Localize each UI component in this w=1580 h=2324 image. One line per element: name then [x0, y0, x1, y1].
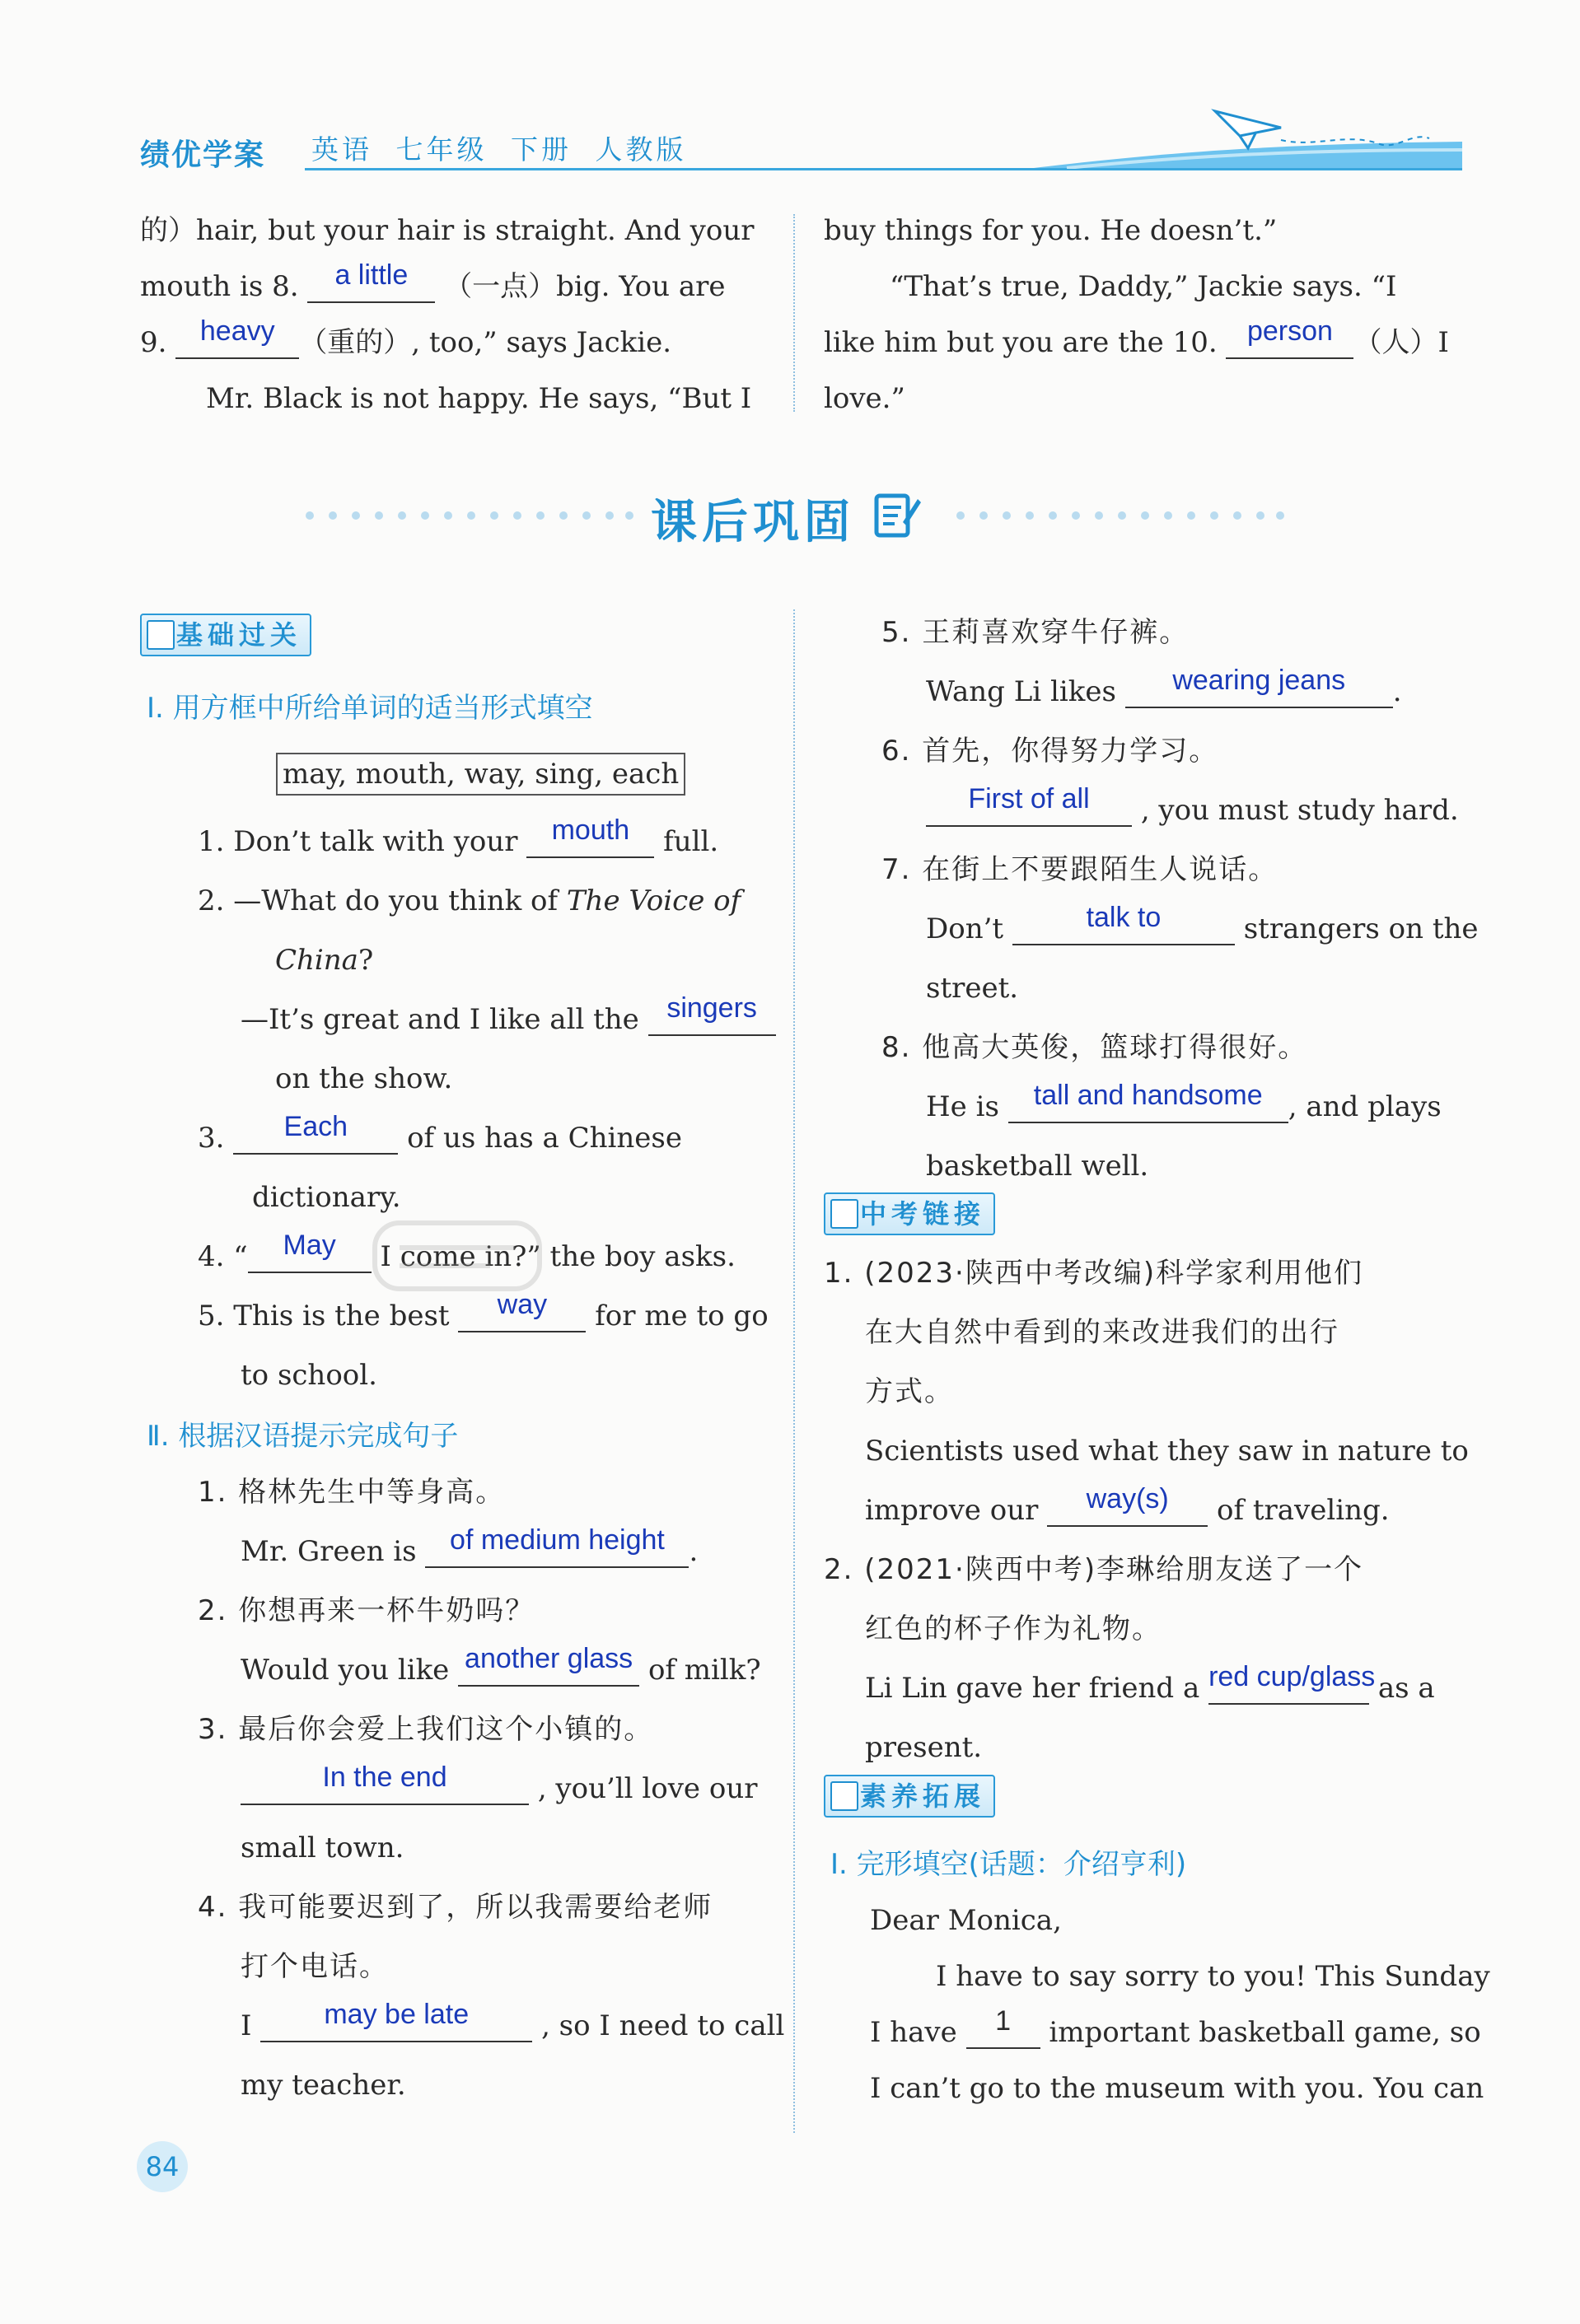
- answer-10: person: [1246, 315, 1333, 347]
- banner-dots-left: [305, 511, 634, 520]
- answer: First of all: [968, 783, 1090, 814]
- notebook-icon: [830, 1781, 858, 1811]
- answer: wearing jeans: [1172, 665, 1346, 696]
- answer: Each: [283, 1111, 348, 1142]
- italic-title: The Voice of: [566, 884, 741, 917]
- blank-q2[interactable]: [648, 992, 776, 1036]
- s5-english: [926, 665, 1402, 710]
- blank-8[interactable]: [307, 259, 435, 303]
- s2-english: [241, 1643, 761, 1688]
- z1-chinese-3: 方式。: [865, 1375, 954, 1408]
- q2-line-4: on the show.: [275, 1062, 453, 1095]
- section-1-title: Ⅰ. 用方框中所给单词的适当形式填空: [147, 692, 593, 725]
- q2-line-2: [275, 942, 373, 978]
- top-left-line-4: Mr. Black is not happy. He says, “But I: [206, 382, 752, 415]
- text: ?: [358, 944, 374, 977]
- section-cloze-title: Ⅰ. 完形填空(话题：介绍亨利): [830, 1848, 1187, 1881]
- top-right-line-3: [824, 315, 1449, 361]
- text: as a: [1377, 1672, 1435, 1705]
- answer: mouth: [551, 814, 630, 846]
- top-left-line-3: [140, 315, 672, 361]
- blank-9[interactable]: [175, 315, 299, 359]
- blank-q3[interactable]: [233, 1111, 398, 1155]
- watermark-icon: [325, 1215, 573, 1305]
- text: I: [241, 2009, 252, 2042]
- blank-s1[interactable]: [425, 1524, 689, 1568]
- pencil-note-icon: [873, 489, 923, 539]
- blank-s6[interactable]: [926, 783, 1132, 827]
- letter-line-1: I have to say sorry to you! This Sunday: [936, 1960, 1490, 1993]
- s6-english: [926, 783, 1459, 828]
- answer: of medium height: [450, 1524, 665, 1556]
- s4-english-2: my teacher.: [241, 2069, 406, 2102]
- blank-cloze-1[interactable]: [966, 2005, 1040, 2049]
- badge-basics: [140, 614, 311, 656]
- text: full.: [663, 825, 719, 858]
- top-left-line-1: 的）hair, but your hair is straight. And your: [140, 214, 755, 247]
- s7-english-2: street.: [926, 972, 1019, 1005]
- text: , and plays: [1288, 1090, 1442, 1123]
- z1-english-1: Scientists used what they saw in nature to: [865, 1435, 1469, 1468]
- banner-title: 课后巩固: [651, 496, 855, 549]
- text: 2. —What do you think of: [198, 884, 559, 917]
- q3-line-2: dictionary.: [252, 1181, 401, 1214]
- paper-plane-icon: [1034, 99, 1462, 169]
- s2-chinese: 2. 你想再来一杯牛奶吗？: [198, 1594, 535, 1627]
- q3-line-1: [198, 1111, 682, 1156]
- section-2-title: Ⅱ. 根据汉语提示完成句子: [147, 1420, 459, 1453]
- s8-english: [926, 1080, 1442, 1125]
- s3-chinese: 3. 最后你会爱上我们这个小镇的。: [198, 1713, 654, 1746]
- text: 3.: [198, 1122, 225, 1155]
- answer: red cup/glass: [1208, 1661, 1376, 1692]
- text: 9.: [140, 326, 167, 359]
- s5-chinese: 5. 王莉喜欢穿牛仔裤。: [881, 616, 1190, 649]
- answer-9: heavy: [199, 315, 275, 347]
- q5-line-2: to school.: [241, 1359, 377, 1392]
- s4-chinese-1: 4. 我可能要迟到了，所以我需要给老师: [198, 1891, 713, 1924]
- badge-label: 中考链接: [860, 1198, 986, 1230]
- z1-english-2: [865, 1483, 1390, 1528]
- notebook-icon: [147, 620, 175, 650]
- text: 1. Don’t talk with your: [198, 825, 518, 858]
- text: of milk?: [647, 1654, 761, 1687]
- answer: talk to: [1086, 902, 1162, 933]
- z1-chinese-1: 1. (2023·陕西中考改编)科学家利用他们: [824, 1257, 1364, 1290]
- answer: May: [283, 1230, 336, 1261]
- text: Li Lin gave her friend a: [865, 1672, 1200, 1705]
- text: Wang Li likes: [926, 675, 1116, 708]
- z1-chinese-2: 在大自然中看到的来改进我们的出行: [865, 1316, 1339, 1349]
- blank-s5[interactable]: [1125, 665, 1393, 708]
- blank-number: 1: [995, 2005, 1012, 2037]
- blank-10[interactable]: [1226, 315, 1353, 359]
- q2-line-3: [241, 992, 776, 1038]
- text: of us has a Chinese: [407, 1122, 682, 1155]
- brand-logo: 绩优学案: [140, 138, 266, 172]
- answer: In the end: [322, 1762, 447, 1793]
- text: Would you like: [241, 1654, 450, 1687]
- top-right-line-4: love.”: [824, 382, 905, 415]
- s1-chinese: 1. 格林先生中等身高。: [198, 1476, 506, 1509]
- text: of traveling.: [1216, 1494, 1390, 1527]
- answer: may be late: [324, 1999, 470, 2030]
- s6-chinese: 6. 首先，你得努力学习。: [881, 735, 1219, 768]
- s4-english: [241, 1999, 785, 2044]
- blank-s4[interactable]: [260, 1999, 532, 2042]
- page-header: [140, 99, 1462, 172]
- blank-z2[interactable]: [1208, 1661, 1376, 1705]
- notebook-icon: [830, 1199, 858, 1229]
- italic-title: China: [275, 944, 358, 977]
- text: strangers on the: [1243, 912, 1479, 945]
- text: for me to go: [595, 1300, 769, 1332]
- text: Don’t: [926, 912, 1004, 945]
- answer: way(s): [1086, 1483, 1169, 1514]
- s3-english-2: small town.: [241, 1832, 404, 1864]
- blank-s8[interactable]: [1008, 1080, 1288, 1123]
- text: Mr. Green is: [241, 1535, 417, 1568]
- text: important basketball game, so: [1049, 2016, 1481, 2049]
- text: I have: [870, 2016, 957, 2049]
- blank-s7[interactable]: [1012, 902, 1235, 945]
- text: 5. This is the best: [198, 1300, 450, 1332]
- s4-chinese-2: 打个电话。: [241, 1950, 389, 1983]
- subject-label: 英语 七年级 下册 人教版: [311, 133, 687, 166]
- q2-line-1: [198, 883, 741, 919]
- z2-chinese-1: 2. (2021·陕西中考)李琳给朋友送了一个: [824, 1553, 1364, 1586]
- blank-s3[interactable]: [241, 1762, 529, 1805]
- answer: another glass: [465, 1643, 633, 1674]
- word-box: may, mouth, way, sing, each: [276, 753, 685, 796]
- text: , so I need to call: [541, 2009, 785, 2042]
- badge-exam-link: [824, 1192, 995, 1235]
- z2-english-2: present.: [865, 1731, 983, 1764]
- main-column-divider: [793, 609, 795, 2133]
- blank-z1[interactable]: [1047, 1483, 1208, 1527]
- section-banner: [305, 478, 1285, 552]
- text: like him but you are the 10.: [824, 326, 1218, 359]
- s8-chinese: 8. 他高大英俊，篮球打得很好。: [881, 1031, 1308, 1064]
- answer: singers: [666, 992, 757, 1024]
- text: （一点）big. You are: [444, 270, 726, 303]
- s1-english: [241, 1524, 699, 1570]
- z2-chinese-2: 红色的杯子作为礼物。: [865, 1612, 1162, 1645]
- s3-english: [241, 1762, 758, 1807]
- top-left-line-2: [140, 259, 726, 305]
- text: .: [689, 1535, 699, 1568]
- text: , you’ll love our: [537, 1772, 758, 1805]
- text: He is: [926, 1090, 999, 1123]
- answer: tall and handsome: [1033, 1080, 1263, 1111]
- badge-label: 基础过关: [176, 619, 302, 651]
- blank-s2[interactable]: [458, 1643, 639, 1687]
- badge-label: 素养拓展: [860, 1780, 986, 1812]
- letter-line-3: I can’t go to the museum with you. You can: [870, 2072, 1484, 2105]
- text: 4. “: [198, 1240, 248, 1273]
- blank-q1[interactable]: [526, 814, 654, 858]
- text: I come in?” the boy asks.: [380, 1240, 736, 1273]
- q1: [198, 814, 719, 860]
- answer: way: [497, 1289, 548, 1320]
- banner-dots-right: [956, 511, 1285, 520]
- top-column-divider: [793, 214, 795, 412]
- text: , you must study hard.: [1140, 794, 1459, 827]
- letter-line-2: [870, 2005, 1481, 2051]
- s7-chinese: 7. 在街上不要跟陌生人说话。: [881, 853, 1278, 886]
- answer-8: a little: [334, 259, 409, 291]
- text: （人）I: [1353, 326, 1449, 359]
- text: improve our: [865, 1494, 1039, 1527]
- badge-extension: [824, 1775, 995, 1818]
- text: （重的）, too,” says Jackie.: [299, 326, 672, 359]
- letter-greeting: Dear Monica,: [870, 1904, 1062, 1937]
- text: mouth is 8.: [140, 270, 299, 303]
- top-right-line-2: “That’s true, Daddy,” Jackie says. “I: [890, 270, 1397, 303]
- text: .: [1392, 675, 1402, 708]
- text: —It’s great and I like all the: [241, 1003, 639, 1036]
- s8-english-2: basketball well.: [926, 1150, 1149, 1183]
- page-number: 84: [137, 2141, 188, 2192]
- top-right-line-1: buy things for you. He doesn’t.”: [824, 214, 1278, 247]
- z2-english-1: [865, 1661, 1435, 1706]
- s7-english: [926, 902, 1479, 947]
